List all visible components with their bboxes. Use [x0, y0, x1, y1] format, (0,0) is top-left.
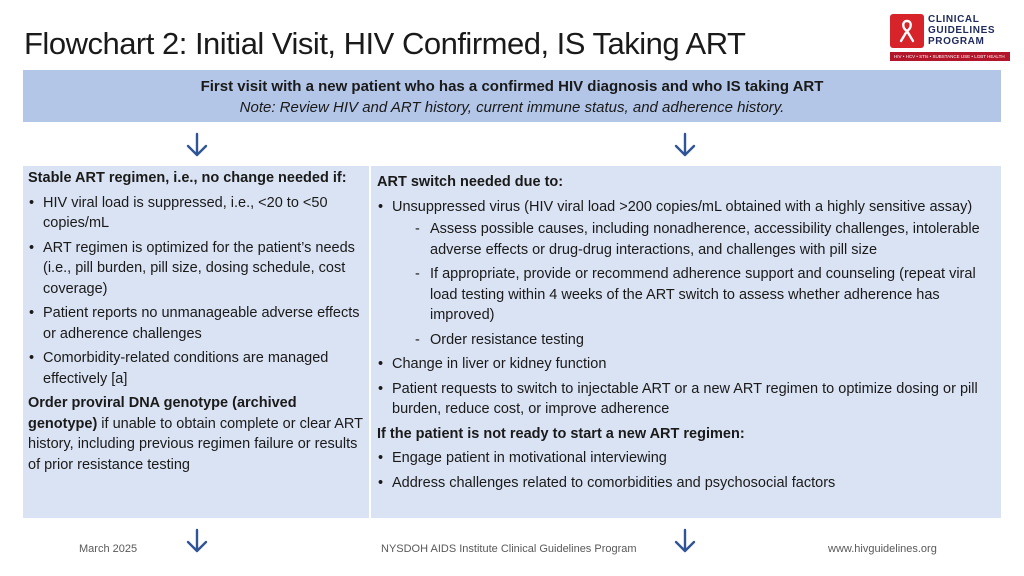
list-item: • Patient reports no unmanageable adverse effects or adherence challenges: [28, 303, 363, 344]
list-item: • Unsuppressed virus (HIV viral load >200 copies/mL obtained with a highly sensitive assay) - Assess possible causes, including nonadherence, accessibility challenges, intolerable adverse effects or drug-drug interactions, and challenges with pill size - If appropriate, provide or recommend adherence support and counseling (repeat viral load testing within 4 weeks of the ART switch to assess whether adherence has improved) - Order resistance testing: [377, 197, 991, 351]
footer-date: March 2025: [79, 543, 138, 555]
list-item: • ART regimen is optimized for the patient’s needs (i.e., pill burden, pill size, dosing schedule, cost coverage): [28, 238, 363, 300]
list-item: • Comorbidity-related conditions are managed effectively [a]: [28, 348, 363, 389]
switch-reasons-list: [377, 197, 991, 420]
intro-heading: First visit with a new patient who has a confirmed HIV diagnosis and who IS taking ART: [200, 78, 824, 95]
list-item: • Patient requests to switch to injectable ART or a new ART regimen to optimize dosing or pill burden, reduce cost, or improve adherence: [377, 379, 991, 420]
sub-list-item: - Order resistance testing: [415, 330, 991, 351]
sub-list: [415, 219, 991, 350]
list-item: • Address challenges related to comorbidities and psychosocial factors: [377, 473, 991, 494]
not-ready-list: [377, 448, 991, 493]
stable-regimen-heading: Stable ART regimen, i.e., no change needed if:: [28, 170, 347, 186]
intro-box: [23, 70, 1001, 122]
arrow-down-icon: [184, 528, 210, 554]
art-switch-box: [371, 166, 1001, 518]
footer-program: NYSDOH AIDS Institute Clinical Guidelines Program: [381, 543, 637, 555]
proviral-dna-note: Order proviral DNA genotype (archived genotype) if unable to obtain complete or clear ART history, including previous regimen failure or results of prior resistance testing: [28, 395, 363, 473]
page-title: Flowchart 2: Initial Visit, HIV Confirmed, IS Taking ART: [24, 26, 746, 61]
arrow-down-icon: [184, 132, 210, 158]
not-ready-heading: If the patient is not ready to start a new ART regimen:: [377, 425, 745, 442]
sub-list-item: - Assess possible causes, including nonadherence, accessibility challenges, intolerable adverse effects or drug-drug interactions, and challenges with pill size: [415, 219, 991, 260]
arrow-down-icon: [672, 528, 698, 554]
intro-note: Note: Review HIV and ART history, current immune status, and adherence history.: [239, 99, 785, 116]
list-item: • HIV viral load is suppressed, i.e., <20 to <50 copies/mL: [28, 193, 363, 234]
clinical-guidelines-logo: [890, 14, 1010, 64]
ribbon-logo-icon: [890, 14, 924, 48]
logo-text: CLINICAL GUIDELINES PROGRAM: [928, 14, 996, 47]
sub-list-item: - If appropriate, provide or recommend adherence support and counseling (repeat viral load testing within 4 weeks of the ART switch to assess whether adherence has improved): [415, 264, 991, 326]
list-item: • Engage patient in motivational interviewing: [377, 448, 991, 469]
arrow-down-icon: [672, 132, 698, 158]
list-item: • Change in liver or kidney function: [377, 354, 991, 375]
stable-criteria-list: [28, 193, 363, 390]
logo-tagline: HIV • HCV • STIs • SUBSTANCE USE • LGBT HEALTH: [890, 52, 1010, 61]
art-switch-heading: ART switch needed due to:: [377, 174, 564, 190]
stable-regimen-box: [23, 166, 369, 518]
footer-url[interactable]: www.hivguidelines.org: [828, 543, 937, 555]
